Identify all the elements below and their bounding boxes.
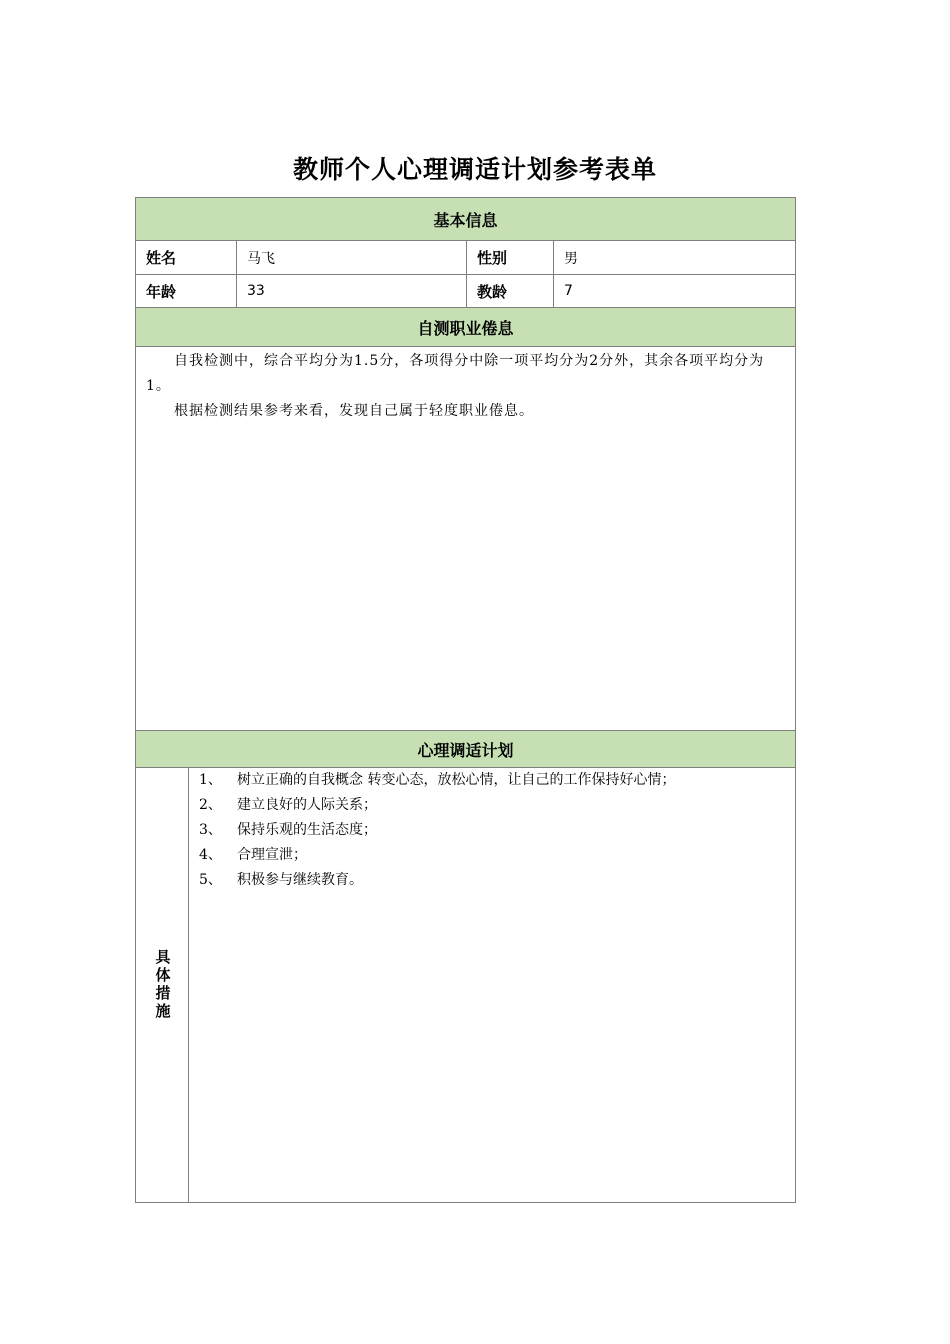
- burnout-paragraph: 根据检测结果参考来看，发现自己属于轻度职业倦息。: [174, 403, 534, 419]
- list-item: [199, 868, 795, 893]
- plan-header: 心理调适计划: [136, 731, 795, 768]
- list-item: [199, 768, 795, 793]
- plan-side-label: 具体措施: [153, 949, 172, 1021]
- list-item-number: 4、: [199, 847, 222, 863]
- list-item-text: 保持乐观的生活态度；: [237, 822, 377, 838]
- list-item-text: 树立正确的自我概念 转变心态，放松心情，让自己的工作保持好心情；: [237, 772, 676, 788]
- list-item: [199, 793, 795, 818]
- column-divider: [466, 241, 467, 308]
- list-item-number: 5、: [199, 872, 222, 888]
- name-label: 姓名: [146, 249, 177, 267]
- plan-side-cell: [136, 768, 188, 1202]
- name-value: 马飞: [247, 250, 275, 267]
- plan-measures-cell: [189, 768, 795, 1202]
- basic-info-header: 基本信息: [136, 198, 795, 241]
- list-item: [199, 818, 795, 843]
- age-value: 33: [247, 283, 265, 299]
- list-item: [199, 843, 795, 868]
- teaching-years-label: 教龄: [477, 282, 508, 301]
- teaching-years-value: 7: [564, 283, 573, 299]
- page-title: 教师个人心理调适计划参考表单: [292, 155, 657, 184]
- gender-label: 性别: [477, 249, 508, 267]
- column-divider: [553, 241, 554, 308]
- list-item-text: 积极参与继续教育。: [237, 872, 363, 888]
- plan-measures-list: [199, 768, 795, 893]
- list-item-text: 合理宣泄；: [237, 847, 307, 863]
- burnout-header: 自测职业倦息: [136, 308, 795, 347]
- age-label: 年龄: [146, 282, 177, 301]
- plan-form-table: [135, 197, 796, 1203]
- list-item-number: 2、: [199, 797, 222, 813]
- column-divider: [236, 241, 237, 308]
- list-item-number: 3、: [199, 822, 222, 838]
- burnout-paragraph: 自我检测中，综合平均分为1.5分，各项得分中除一项平均分为2分外，其余各项平均分为1。: [146, 353, 765, 394]
- list-item-text: 建立良好的人际关系；: [237, 797, 377, 813]
- gender-value: 男: [564, 250, 578, 267]
- list-item-number: 1、: [199, 772, 222, 788]
- burnout-content: [136, 347, 795, 731]
